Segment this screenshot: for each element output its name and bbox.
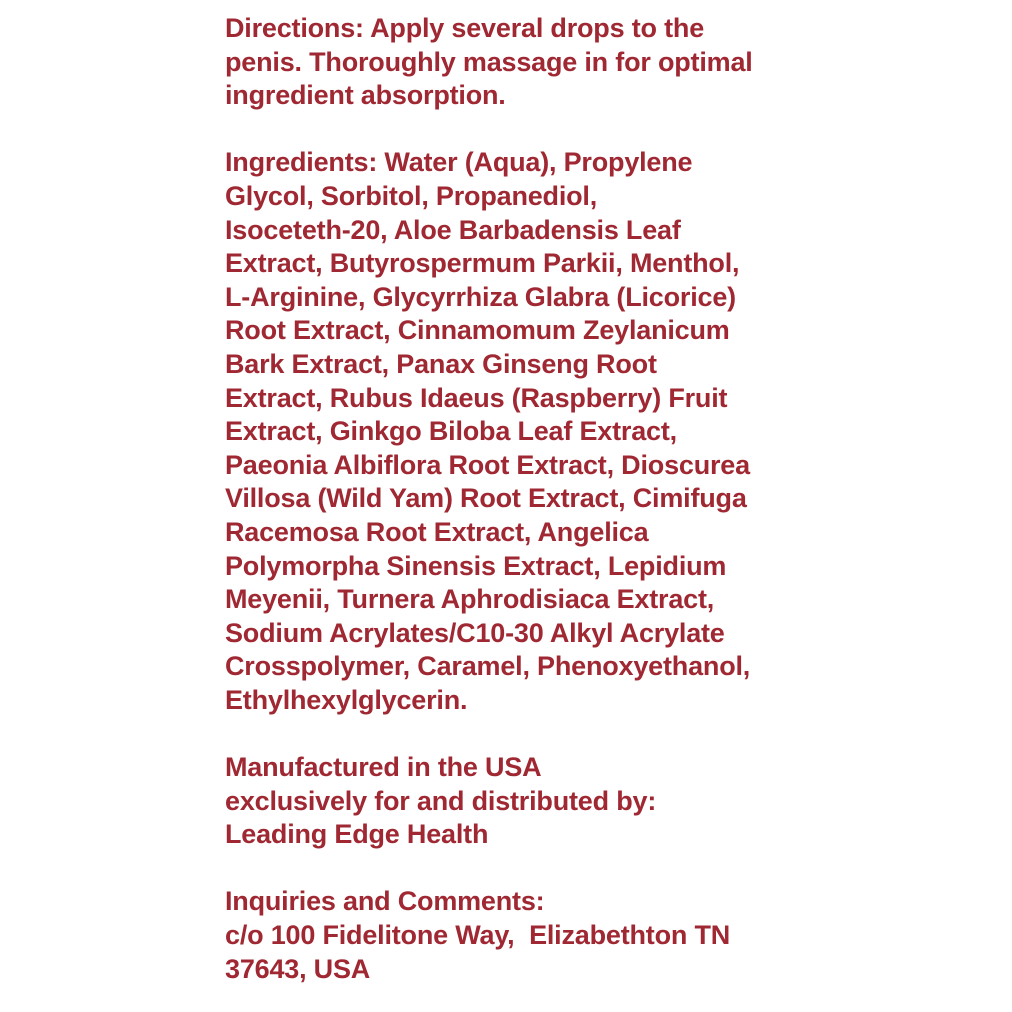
manufacturer-line: Manufactured in the USA (225, 752, 542, 783)
inquiries-line: Inquiries and Comments: (225, 886, 545, 917)
ingredients-line: Extract, Rubus Idaeus (Raspberry) Fruit (225, 382, 728, 413)
ingredients-line: Sodium Acrylates/C10-30 Alkyl Acrylate (225, 617, 725, 648)
inquiries-paragraph (225, 885, 805, 986)
ingredients-line: Ingredients: Water (Aqua), Propylene (225, 147, 693, 178)
inquiries-line: 37643, USA (225, 953, 371, 984)
ingredients-line: Paeonia Albiflora Root Extract, Dioscurea (225, 449, 750, 480)
ingredients-line: Glycol, Sorbitol, Propanediol, (225, 180, 598, 211)
manufacturer-paragraph (225, 751, 805, 852)
directions-paragraph (225, 12, 805, 113)
ingredients-line: Root Extract, Cinnamomum Zeylanicum (225, 315, 730, 346)
directions-line: Directions: Apply several drops to the (225, 13, 705, 43)
ingredients-line: Extract, Ginkgo Biloba Leaf Extract, (225, 416, 677, 447)
directions-line: ingredient absorption. (225, 80, 506, 111)
ingredients-line: Racemosa Root Extract, Angelica (225, 516, 649, 547)
directions-line: penis. Thoroughly massage in for optimal (225, 46, 753, 77)
ingredients-line: L-Arginine, Glycyrrhiza Glabra (Licorice) (225, 281, 736, 312)
ingredients-line: Extract, Butyrospermum Parkii, Menthol, (225, 248, 740, 279)
inquiries-line: c/o 100 Fidelitone Way, Elizabethton TN (225, 920, 731, 951)
ingredients-line: Polymorpha Sinensis Extract, Lepidium (225, 550, 727, 581)
ingredients-line: Crosspolymer, Caramel, Phenoxyethanol, (225, 651, 751, 682)
ingredients-line: Villosa (Wild Yam) Root Extract, Cimifuga (225, 483, 747, 514)
manufacturer-line: Leading Edge Health (225, 819, 489, 850)
manufacturer-line: exclusively for and distributed by: (225, 785, 657, 816)
product-label-text (225, 12, 805, 986)
ingredients-line: Isoceteth-20, Aloe Barbadensis Leaf (225, 214, 681, 245)
ingredients-line: Meyenii, Turnera Aphrodisiaca Extract, (225, 584, 715, 615)
ingredients-paragraph (225, 146, 805, 717)
ingredients-line: Bark Extract, Panax Ginseng Root (225, 348, 657, 379)
ingredients-line: Ethylhexylglycerin. (225, 684, 468, 715)
